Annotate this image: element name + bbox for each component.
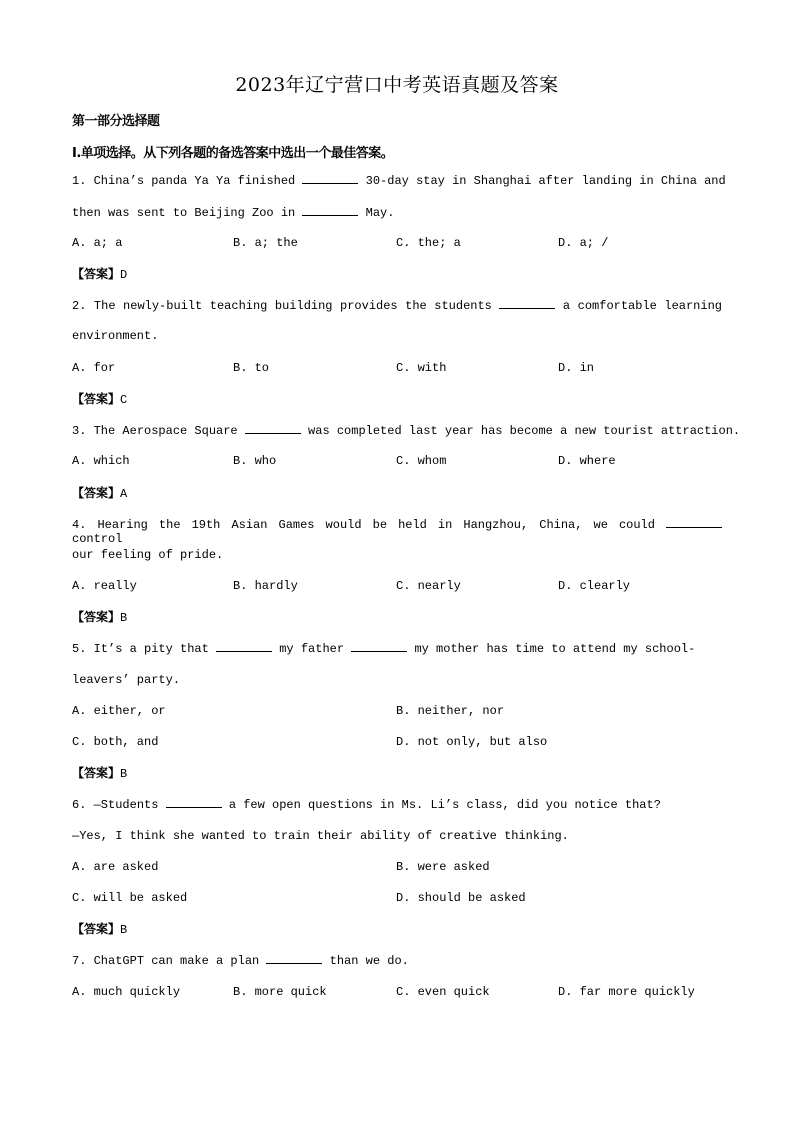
option-b: B. more quick xyxy=(233,985,327,999)
answer-value: B xyxy=(120,923,128,937)
question-text: a comfortable learning xyxy=(555,299,722,313)
option-b: B. hardly xyxy=(233,579,298,593)
question-4-line-1 xyxy=(72,517,722,546)
question-number: 6. xyxy=(72,798,94,812)
option-c: C. nearly xyxy=(396,579,461,593)
question-text: my mother has time to attend my school- xyxy=(407,642,696,656)
question-4-line-2 xyxy=(72,548,722,562)
option-b: B. who xyxy=(233,454,277,468)
question-5-line-1 xyxy=(72,641,722,656)
option-a: A. a; a xyxy=(72,236,123,250)
answer-label: 【答案】 xyxy=(72,486,121,500)
question-number: 1. xyxy=(72,174,94,188)
question-text: a few open questions in Ms. Li’s class, did you notice that? xyxy=(221,798,661,812)
section-heading: Ⅰ.单项选择。从下列各题的备选答案中选出一个最佳答案。 xyxy=(72,146,394,161)
option-a: A. much quickly xyxy=(72,985,181,999)
question-number: 4. xyxy=(72,518,98,532)
answer-line xyxy=(72,920,127,937)
option-c: C. both, and xyxy=(72,735,159,749)
question-1-line-2 xyxy=(72,205,722,220)
question-6-line-1 xyxy=(72,797,722,812)
option-a: A. which xyxy=(72,454,130,468)
answer-label: 【答案】 xyxy=(72,766,121,780)
question-text: control xyxy=(72,532,123,546)
question-text: The newly-built teaching building provides the students xyxy=(93,299,500,313)
question-text: then was sent to Beijing Zoo in xyxy=(72,206,303,220)
question-text: China’s panda Ya Ya finished xyxy=(93,174,303,188)
option-c: C. with xyxy=(396,361,447,375)
option-b: B. to xyxy=(233,361,270,375)
option-d: D. clearly xyxy=(558,579,631,593)
question-number: 2. xyxy=(72,299,94,313)
question-1-line-1 xyxy=(72,173,726,188)
answer-value: A xyxy=(120,487,128,501)
answer-label: 【答案】 xyxy=(72,922,121,936)
answer-blank xyxy=(245,423,301,434)
answer-value: D xyxy=(120,268,128,282)
question-text: ChatGPT can make a plan xyxy=(93,954,267,968)
option-d: D. far more quickly xyxy=(558,985,695,999)
answer-blank xyxy=(302,173,358,184)
answer-blank xyxy=(216,641,272,652)
option-a: A. for xyxy=(72,361,116,375)
question-text: The Aerospace Square xyxy=(93,424,245,438)
question-text: Hearing the 19th Asian Games would be held in Hangzhou, China, we could xyxy=(97,518,667,532)
option-b: B. a; the xyxy=(233,236,298,250)
option-a: A. really xyxy=(72,579,137,593)
question-2-line-2 xyxy=(72,329,722,343)
option-b: B. were asked xyxy=(396,860,490,874)
question-number: 5. xyxy=(72,642,94,656)
answer-label: 【答案】 xyxy=(72,267,121,281)
answer-blank xyxy=(666,517,722,528)
question-text: environment. xyxy=(72,329,159,343)
question-5-line-2 xyxy=(72,673,722,687)
option-c: C. the; a xyxy=(396,236,461,250)
answer-blank xyxy=(351,641,407,652)
answer-line xyxy=(72,608,127,625)
part-heading: 第一部分选择题 xyxy=(72,114,160,129)
option-d: D. not only, but also xyxy=(396,735,548,749)
question-text: —Yes, I think she wanted to train their ability of creative thinking. xyxy=(72,829,569,843)
question-text: 30-day stay in Shanghai after landing in China and xyxy=(358,174,726,188)
question-6-line-2 xyxy=(72,829,722,843)
question-7-line-1 xyxy=(72,953,722,968)
answer-line xyxy=(72,764,127,781)
question-text: was completed last year has become a new tourist attraction. xyxy=(300,424,741,438)
question-number: 3. xyxy=(72,424,94,438)
answer-value: C xyxy=(120,393,128,407)
answer-label: 【答案】 xyxy=(72,392,121,406)
question-number: 7. xyxy=(72,954,94,968)
answer-label: 【答案】 xyxy=(72,610,121,624)
answer-blank xyxy=(499,298,555,309)
option-c: C. whom xyxy=(396,454,447,468)
document-title: 2023年辽宁营口中考英语真题及答案 xyxy=(235,74,559,96)
answer-line xyxy=(72,390,127,407)
question-text: leavers’ party. xyxy=(72,673,181,687)
option-a: A. either, or xyxy=(72,704,166,718)
question-text: May. xyxy=(358,206,395,220)
question-text: our feeling of pride. xyxy=(72,548,224,562)
answer-blank xyxy=(302,205,358,216)
question-2-line-1 xyxy=(72,298,722,314)
option-c: C. even quick xyxy=(396,985,490,999)
option-d: D. where xyxy=(558,454,616,468)
question-text: It’s a pity that xyxy=(93,642,217,656)
question-3-line-1 xyxy=(72,423,741,438)
option-b: B. neither, nor xyxy=(396,704,505,718)
answer-blank xyxy=(166,797,222,808)
answer-value: B xyxy=(120,767,128,781)
question-text: my father xyxy=(272,642,352,656)
option-d: D. in xyxy=(558,361,595,375)
question-text: than we do. xyxy=(322,954,409,968)
option-a: A. are asked xyxy=(72,860,159,874)
question-text: —Students xyxy=(93,798,166,812)
answer-value: B xyxy=(120,611,128,625)
option-c: C. will be asked xyxy=(72,891,188,905)
answer-line xyxy=(72,484,127,501)
answer-line xyxy=(72,265,127,282)
answer-blank xyxy=(266,953,322,964)
option-d: D. a; / xyxy=(558,236,609,250)
option-d: D. should be asked xyxy=(396,891,526,905)
